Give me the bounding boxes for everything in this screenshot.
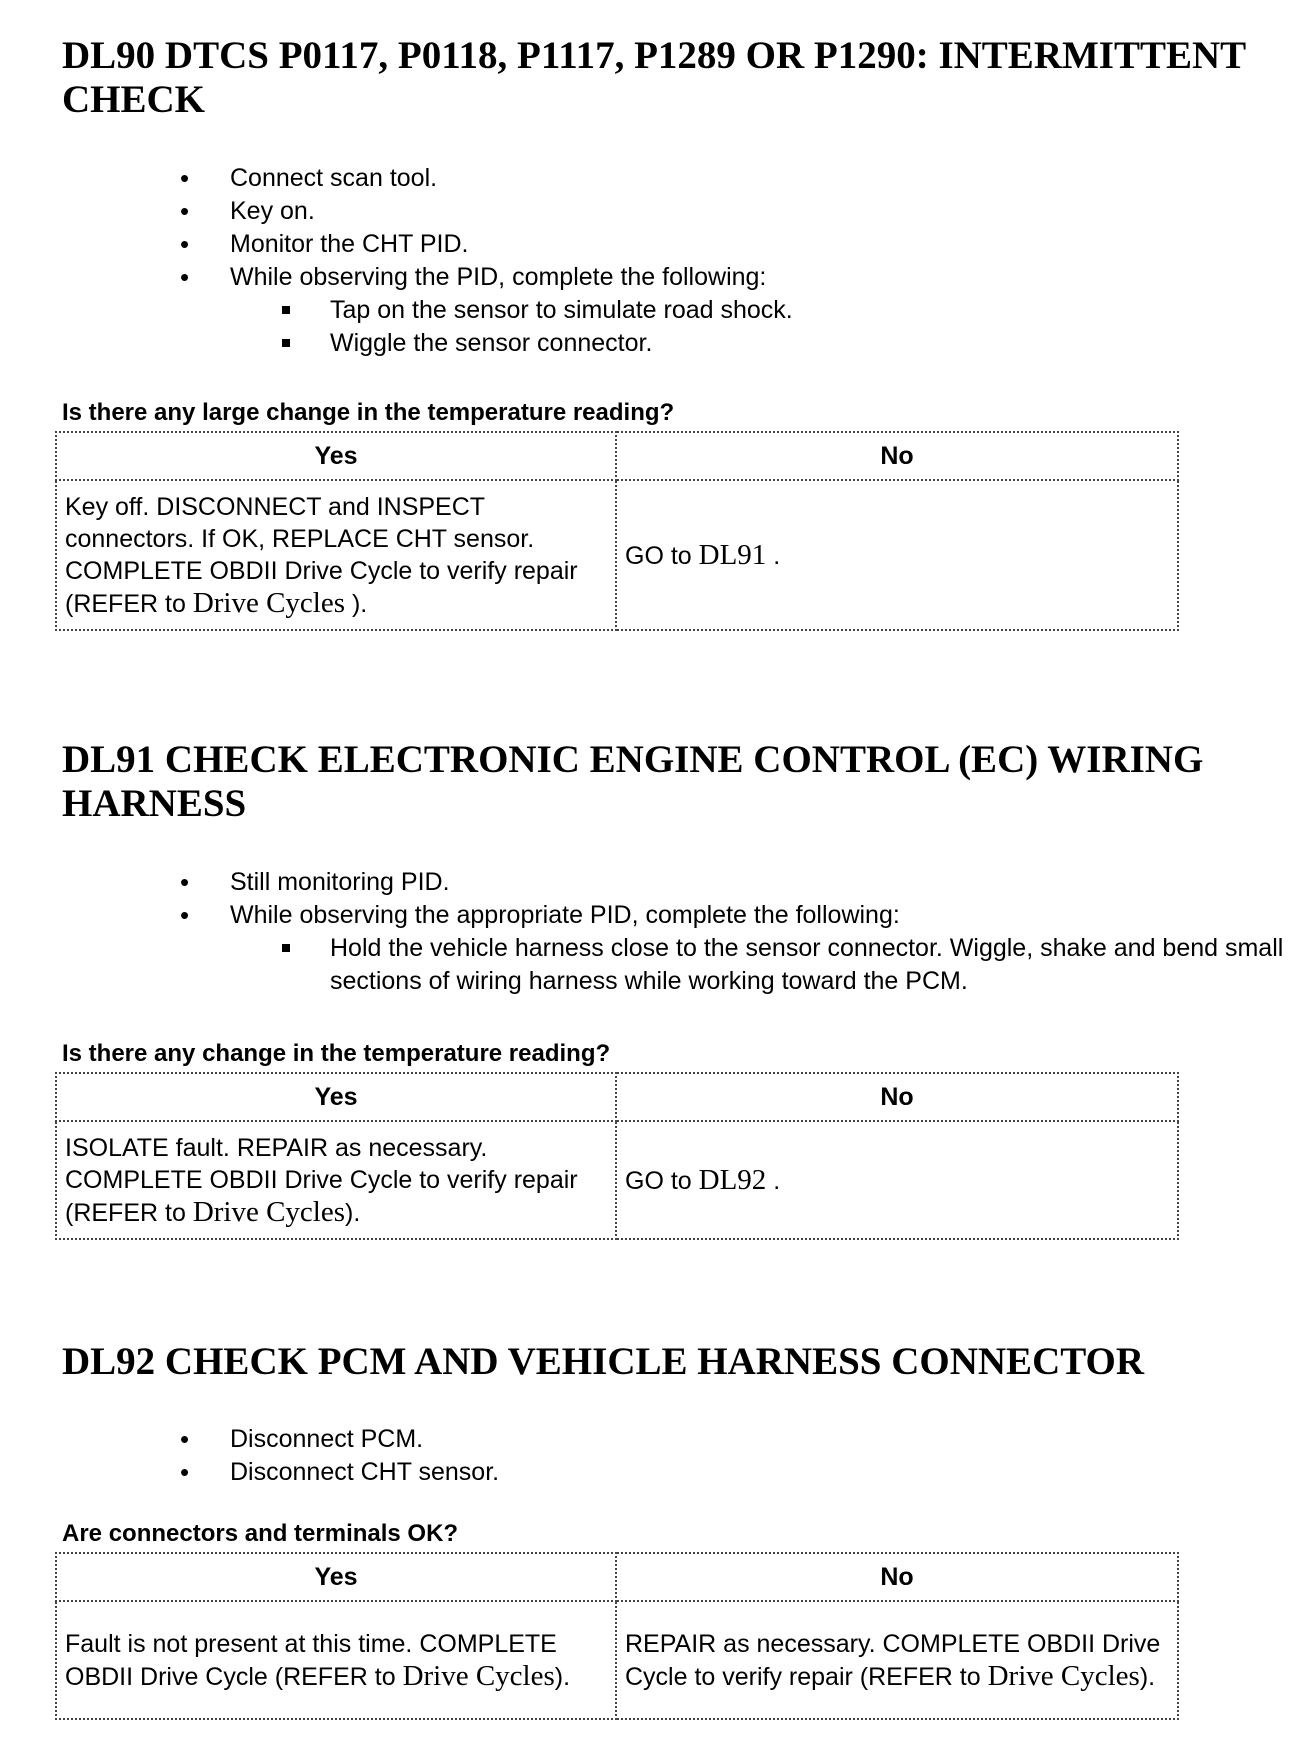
list-item: • Disconnect CHT sensor. [0,1456,1300,1489]
list-item: • Connect scan tool. [0,162,1300,195]
dl92-link[interactable]: DL92 [698,1163,767,1196]
list-item [0,261,1300,360]
section-title-dl92: DL92 CHECK PCM AND VEHICLE HARNESS CONNECTOR [62,1340,1145,1383]
yes-cell: Fault is not present at this time. COMPLETE OBDII Drive Cycle (REFER to Drive Cycles). [56,1601,616,1719]
drive-cycles-link[interactable]: Drive Cycles [402,1659,555,1692]
list-item: • Key on. [0,195,1300,228]
no-header: No [616,1073,1178,1121]
list-item-text: While observing the PID, complete the following: [230,263,767,291]
dl91-link[interactable]: DL91 [698,538,767,571]
sub-list-item: Wiggle the sensor connector. [230,327,1290,360]
no-cell: GO to DL92 . [616,1121,1178,1239]
no-header: No [616,1553,1178,1601]
yes-header: Yes [56,1073,616,1121]
yes-no-table-dl90 [55,431,1179,631]
list-item [0,899,1300,998]
sub-list-item: Tap on the sensor to simulate road shock. [230,294,1290,327]
yes-cell: Key off. DISCONNECT and INSPECT connectors. If OK, REPLACE CHT sensor. COMPLETE OBDII Drive Cycle to verify repair (REFER to Drive Cycles ). [56,480,616,630]
list-item-text: While observing the appropriate PID, complete the following: [230,901,900,929]
question-dl91: Is there any change in the temperature reading? [62,1040,611,1067]
list-item: • Monitor the CHT PID. [0,228,1300,261]
yes-cell: ISOLATE fault. REPAIR as necessary. COMPLETE OBDII Drive Cycle to verify repair (REFER to Drive Cycles). [56,1121,616,1239]
sub-list-item: Hold the vehicle harness close to the sensor connector. Wiggle, shake and bend small sections of wiring harness while working toward the PCM. [230,932,1290,998]
bullet-list-dl92 [0,1423,1300,1489]
yes-no-table-dl92 [55,1552,1179,1720]
question-dl90: Is there any large change in the temperature reading? [62,399,675,426]
sub-bullet-list [230,294,1300,360]
drive-cycles-link[interactable]: Drive Cycles [192,586,346,619]
bullet-list-dl91 [0,866,1300,998]
section-title-dl90: DL90 DTCS P0117, P0118, P1117, P1289 OR P1290: INTERMITTENT CHECK [62,34,1246,121]
section-title-dl91: DL91 CHECK ELECTRONIC ENGINE CONTROL (EC) WIRING HARNESS [62,738,1204,825]
no-cell: REPAIR as necessary. COMPLETE OBDII Drive Cycle to verify repair (REFER to Drive Cycles). [616,1601,1178,1719]
sub-bullet-list [230,932,1300,998]
yes-no-table-dl91 [55,1072,1179,1240]
list-item: • Disconnect PCM. [0,1423,1300,1456]
drive-cycles-link[interactable]: Drive Cycles [192,1195,346,1228]
bullet-list-dl90 [0,162,1300,360]
yes-header: Yes [56,1553,616,1601]
list-item: • Still monitoring PID. [0,866,1300,899]
no-header: No [616,432,1178,480]
no-cell: GO to DL91 . [616,480,1178,630]
yes-header: Yes [56,432,616,480]
question-dl92: Are connectors and terminals OK? [62,1520,459,1547]
drive-cycles-link[interactable]: Drive Cycles [987,1659,1140,1692]
